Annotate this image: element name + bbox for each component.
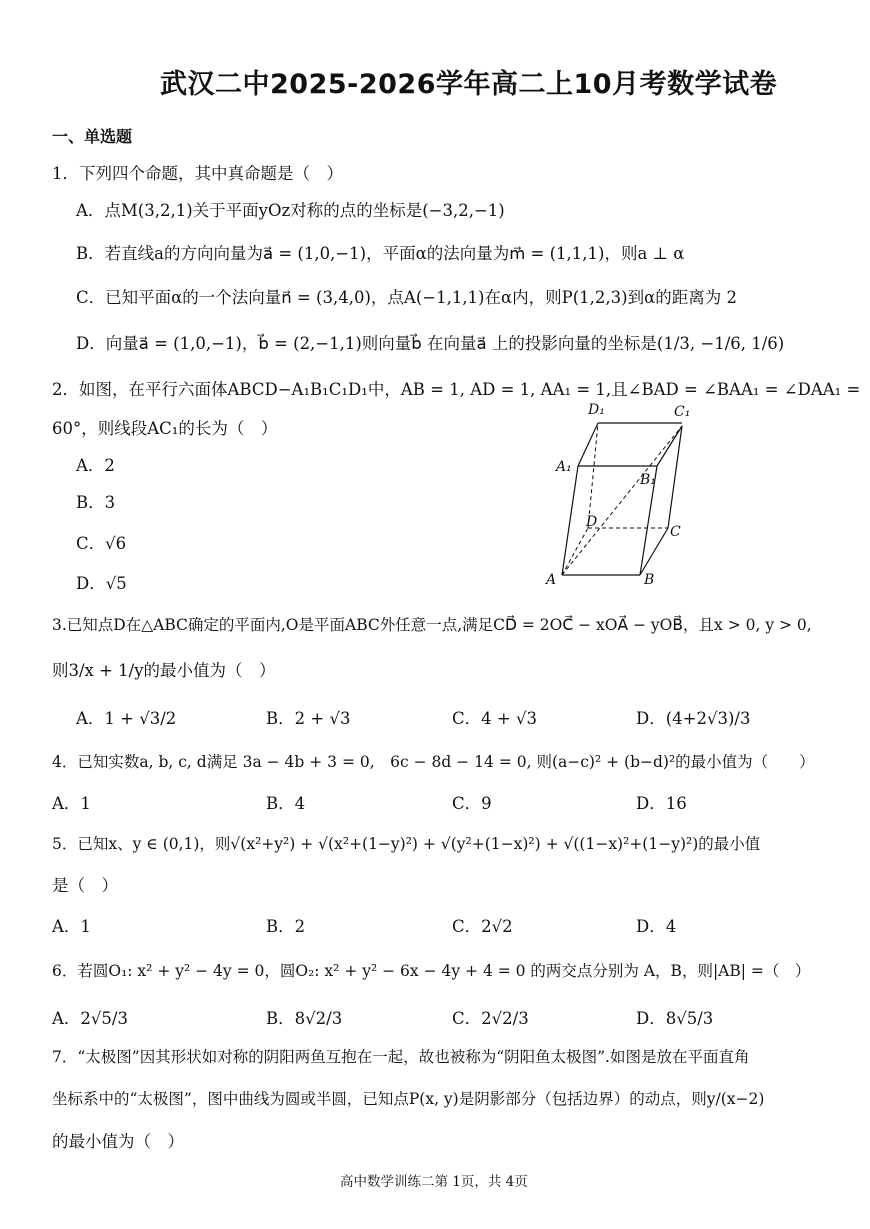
vertex-label-b: B: [644, 572, 655, 588]
question-2-option-b: B．3: [76, 493, 116, 512]
question-3-option-a: A．1 + √3/2: [76, 709, 177, 728]
question-2-stem-line2: 60°，则线段AC₁的长为（ ）: [52, 419, 278, 438]
question-2-option-c: C．√6: [76, 534, 127, 553]
question-1-option-a: A．点M(3,2,1)关于平面yOz对称的点的坐标是(−3,2,−1): [76, 201, 505, 220]
question-6-stem: 6．若圆O₁: x² + y² − 4y = 0，圆O₂: x² + y² − 6x − 4y + 4 = 0 的两交点分别为 A，B，则|AB| =（ ）: [52, 962, 811, 980]
question-6-option-c: C．2√2/3: [452, 1009, 529, 1028]
question-7-line3: 的最小值为（ ）: [52, 1132, 184, 1151]
vertex-label-b1: B₁: [640, 472, 656, 488]
question-6-option-d: D．8√5/3: [636, 1009, 714, 1028]
parallelepiped-figure: [540, 398, 710, 590]
vertex-label-c: C: [670, 524, 681, 540]
question-2-option-a: A．2: [76, 456, 115, 475]
question-5-option-d: D．4: [636, 917, 677, 936]
question-1-option-d: D．向量a⃗ = (1,0,−1)，b⃗ = (2,−1,1)则向量b⃗ 在向量a⃗ 上的投影向量的坐标是(1/3, −1/6, 1/6): [76, 334, 785, 353]
question-1-option-c: C．已知平面α的一个法向量n⃗ = (3,4,0)，点A(−1,1,1)在α内，则P(1,2,3)到α的距离为 2: [76, 288, 737, 307]
question-7-line1: 7．“太极图”因其形状如对称的阴阳两鱼互抱在一起，故也被称为“阴阳鱼太极图”.如图是放在平面直角: [52, 1048, 750, 1066]
vertex-label-d1: D₁: [588, 402, 605, 418]
question-4-option-a: A．1: [52, 794, 91, 813]
question-4-option-d: D．16: [636, 794, 687, 813]
question-3-stem-line1: 3.已知点D在△ABC确定的平面内,O是平面ABC外任意一点,满足CD⃗ = 2OC⃗ − xOA⃗ − yOB⃗，且x > 0, y > 0,: [52, 616, 812, 634]
question-3-option-c: C．4 + √3: [452, 709, 537, 728]
question-6-option-a: A．2√5/3: [52, 1009, 128, 1028]
question-3-stem-line2: 则3/x + 1/y的最小值为（ ）: [52, 661, 276, 680]
page-title: 武汉二中2025-2026学年高二上10月考数学试卷: [160, 69, 778, 100]
question-4-option-c: C．9: [452, 794, 492, 813]
question-5-option-c: C．2√2: [452, 917, 513, 936]
question-2-stem-line1: 2．如图，在平行六面体ABCD−A₁B₁C₁D₁中，AB = 1, AD = 1, AA₁ = 1,且∠BAD = ∠BAA₁ = ∠DAA₁ =: [52, 380, 861, 399]
question-1-stem: 1．下列四个命题，其中真命题是（ ）: [52, 164, 343, 183]
question-4-stem: 4．已知实数a, b, c, d满足 3a − 4b + 3 = 0, 6c − 8d − 14 = 0, 则(a−c)² + (b−d)²的最小值为（ ）: [52, 753, 815, 771]
page-footer: 高中数学训练二第 1页，共 4页: [340, 1174, 528, 1190]
vertex-label-a1: A₁: [556, 459, 572, 475]
section-heading: 一、单选题: [52, 127, 133, 146]
question-5-stem-line1: 5．已知x、y ∈ (0,1)，则√(x²+y²) + √(x²+(1−y)²) + √(y²+(1−x)²) + √((1−x)²+(1−y)²)的最小值: [52, 835, 761, 853]
vertex-label-d: D: [586, 514, 598, 530]
vertex-label-a: A: [546, 572, 557, 588]
question-4-option-b: B．4: [266, 794, 306, 813]
question-3-option-d: D．(4+2√3)/3: [636, 709, 751, 728]
question-5-option-b: B．2: [266, 917, 306, 936]
vertex-label-c1: C₁: [674, 404, 691, 420]
question-3-option-b: B．2 + √3: [266, 709, 351, 728]
question-2-option-d: D．√5: [76, 574, 127, 593]
question-5-option-a: A．1: [52, 917, 91, 936]
question-7-line2: 坐标系中的“太极图”，图中曲线为圆或半圆，已知点P(x, y)是阴影部分（包括边界）的动点，则y/(x−2): [52, 1090, 765, 1108]
question-1-option-b: B．若直线a的方向向量为a⃗ = (1,0,−1)，平面α的法向量为m⃗ = (1,1,1)，则a ⊥ α: [76, 244, 685, 263]
question-5-stem-line2: 是（ ）: [52, 876, 118, 895]
question-6-option-b: B．8√2/3: [266, 1009, 343, 1028]
